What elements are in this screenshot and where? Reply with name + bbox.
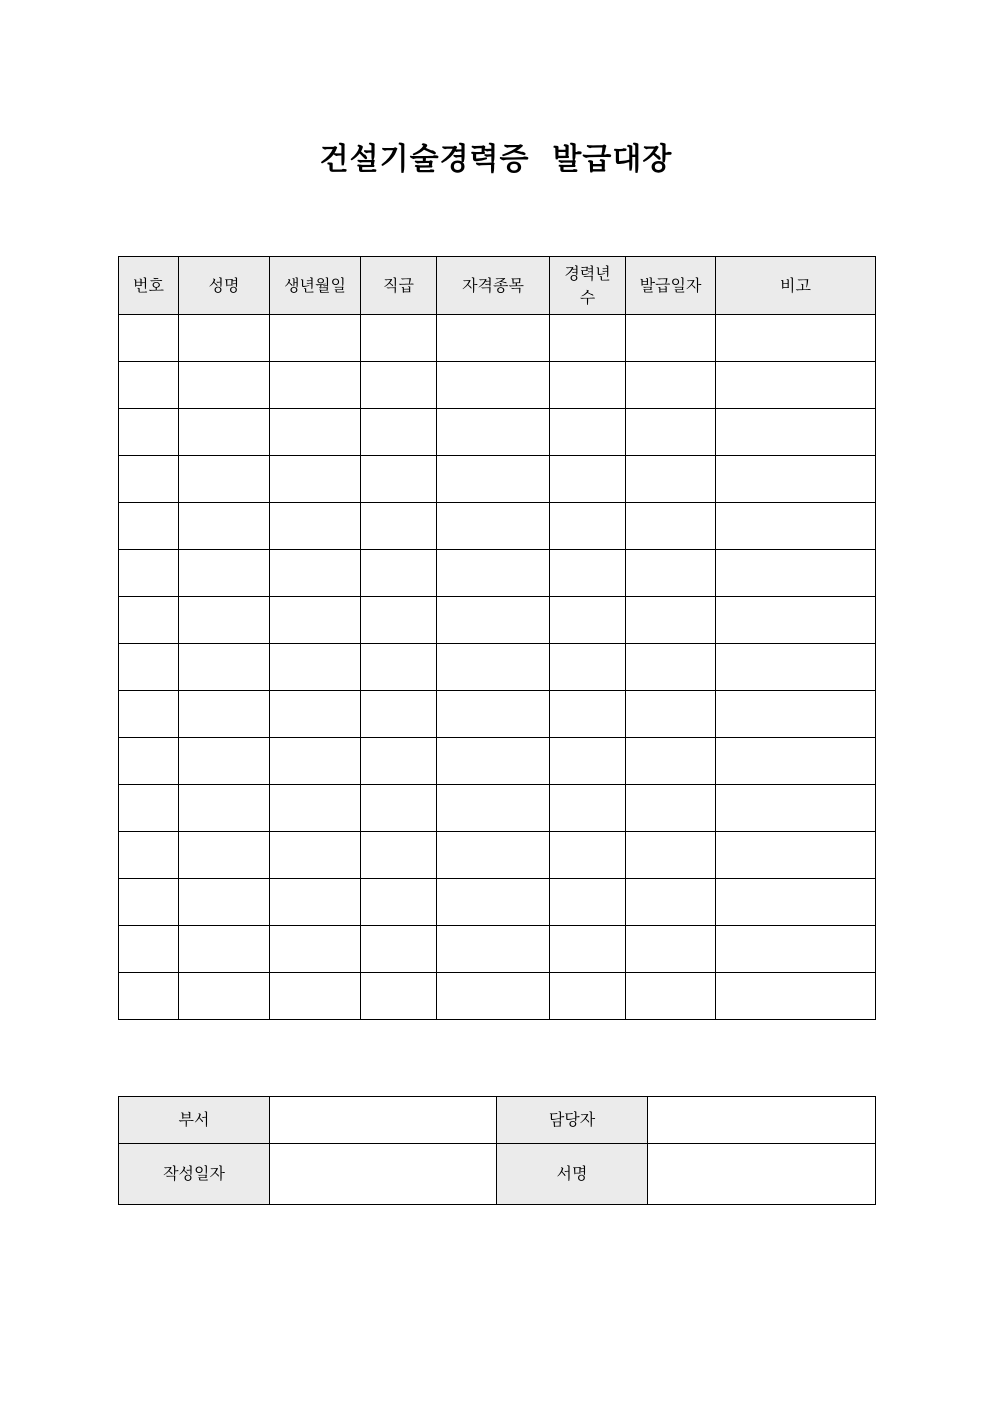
table-cell[interactable] — [550, 644, 626, 691]
table-cell[interactable] — [119, 550, 179, 597]
table-cell[interactable] — [550, 550, 626, 597]
table-cell[interactable] — [437, 315, 550, 362]
table-cell[interactable] — [270, 597, 361, 644]
table-cell[interactable] — [550, 879, 626, 926]
table-cell[interactable] — [626, 550, 716, 597]
table-cell[interactable] — [626, 973, 716, 1020]
table-cell[interactable] — [550, 503, 626, 550]
table-cell[interactable] — [361, 597, 437, 644]
table-cell[interactable] — [179, 597, 270, 644]
table-cell[interactable] — [550, 691, 626, 738]
table-cell[interactable] — [626, 691, 716, 738]
table-cell[interactable] — [270, 550, 361, 597]
table-cell[interactable] — [270, 832, 361, 879]
header-qualification: 자격종목 — [437, 257, 550, 315]
table-cell[interactable] — [716, 456, 876, 503]
table-cell[interactable] — [119, 832, 179, 879]
table-cell[interactable] — [179, 362, 270, 409]
table-cell[interactable] — [179, 456, 270, 503]
table-cell[interactable] — [179, 832, 270, 879]
header-career-years: 경력년 수 — [550, 257, 626, 315]
signature-label: 서명 — [497, 1144, 648, 1205]
table-cell[interactable] — [270, 362, 361, 409]
table-cell[interactable] — [716, 550, 876, 597]
table-cell[interactable] — [437, 973, 550, 1020]
table-row — [119, 832, 876, 879]
table-cell[interactable] — [179, 879, 270, 926]
table-cell[interactable] — [361, 691, 437, 738]
table-row — [119, 691, 876, 738]
page-title: 건설기술경력증 발급대장 — [319, 142, 673, 177]
table-cell[interactable] — [716, 926, 876, 973]
table-cell[interactable] — [437, 550, 550, 597]
table-cell[interactable] — [361, 973, 437, 1020]
table-cell[interactable] — [119, 315, 179, 362]
table-cell[interactable] — [361, 879, 437, 926]
table-cell[interactable] — [716, 832, 876, 879]
manager-label: 담당자 — [497, 1097, 648, 1144]
table-cell[interactable] — [179, 738, 270, 785]
table-row — [119, 550, 876, 597]
table-cell[interactable] — [626, 644, 716, 691]
table-cell[interactable] — [437, 362, 550, 409]
table-cell[interactable] — [270, 926, 361, 973]
header-position: 직급 — [361, 257, 437, 315]
table-cell[interactable] — [270, 879, 361, 926]
table-cell[interactable] — [119, 503, 179, 550]
table-cell[interactable] — [270, 409, 361, 456]
table-cell[interactable] — [270, 503, 361, 550]
table-cell[interactable] — [361, 550, 437, 597]
table-cell[interactable] — [550, 832, 626, 879]
table-cell[interactable] — [626, 785, 716, 832]
table-cell[interactable] — [716, 503, 876, 550]
table-cell[interactable] — [361, 644, 437, 691]
table-row — [119, 362, 876, 409]
table-cell[interactable] — [270, 456, 361, 503]
table-cell[interactable] — [119, 879, 179, 926]
table-cell[interactable] — [550, 315, 626, 362]
table-cell[interactable] — [361, 409, 437, 456]
table-cell[interactable] — [270, 738, 361, 785]
table-cell[interactable] — [119, 691, 179, 738]
table-cell[interactable] — [437, 456, 550, 503]
table-cell[interactable] — [716, 973, 876, 1020]
table-cell[interactable] — [361, 926, 437, 973]
table-cell[interactable] — [716, 879, 876, 926]
table-cell[interactable] — [437, 409, 550, 456]
table-cell[interactable] — [361, 503, 437, 550]
table-cell[interactable] — [270, 315, 361, 362]
table-row — [119, 785, 876, 832]
table-cell[interactable] — [550, 973, 626, 1020]
table-cell[interactable] — [550, 362, 626, 409]
footer-info-table — [118, 1096, 876, 1205]
footer-row — [119, 1144, 876, 1205]
table-cell[interactable] — [437, 926, 550, 973]
table-cell[interactable] — [179, 691, 270, 738]
table-row — [119, 597, 876, 644]
date-label: 작성일자 — [119, 1144, 270, 1205]
table-header-row — [119, 257, 876, 315]
table-cell[interactable] — [550, 926, 626, 973]
table-row — [119, 456, 876, 503]
table-cell[interactable] — [179, 315, 270, 362]
table-cell[interactable] — [179, 550, 270, 597]
signature-value-cell[interactable] — [648, 1144, 876, 1205]
table-cell[interactable] — [716, 315, 876, 362]
table-cell[interactable] — [550, 456, 626, 503]
table-cell[interactable] — [626, 362, 716, 409]
table-cell[interactable] — [119, 785, 179, 832]
table-cell[interactable] — [179, 926, 270, 973]
table-cell[interactable] — [437, 785, 550, 832]
table-cell[interactable] — [179, 503, 270, 550]
table-cell[interactable] — [179, 644, 270, 691]
table-cell[interactable] — [270, 691, 361, 738]
table-cell[interactable] — [119, 738, 179, 785]
table-cell[interactable] — [437, 832, 550, 879]
table-cell[interactable] — [179, 973, 270, 1020]
table-body — [119, 315, 876, 1020]
table-row — [119, 738, 876, 785]
table-cell[interactable] — [437, 597, 550, 644]
dept-value-cell[interactable] — [270, 1097, 497, 1144]
table-cell[interactable] — [716, 644, 876, 691]
table-row — [119, 503, 876, 550]
table-row — [119, 409, 876, 456]
table-cell[interactable] — [626, 879, 716, 926]
table-cell[interactable] — [119, 362, 179, 409]
table-cell[interactable] — [361, 315, 437, 362]
table-cell[interactable] — [361, 738, 437, 785]
table-row — [119, 973, 876, 1020]
table-cell[interactable] — [119, 926, 179, 973]
table-cell[interactable] — [179, 785, 270, 832]
table-cell[interactable] — [361, 832, 437, 879]
table-cell[interactable] — [716, 597, 876, 644]
table-cell[interactable] — [716, 691, 876, 738]
header-issue-date: 발급일자 — [626, 257, 716, 315]
table-cell[interactable] — [626, 926, 716, 973]
table-cell[interactable] — [716, 362, 876, 409]
table-cell[interactable] — [626, 456, 716, 503]
table-cell[interactable] — [550, 597, 626, 644]
table-cell[interactable] — [119, 973, 179, 1020]
table-cell[interactable] — [119, 644, 179, 691]
table-cell[interactable] — [119, 456, 179, 503]
table-cell[interactable] — [626, 597, 716, 644]
table-cell[interactable] — [437, 691, 550, 738]
header-name: 성명 — [179, 257, 270, 315]
table-cell[interactable] — [550, 738, 626, 785]
header-remarks: 비고 — [716, 257, 876, 315]
table-cell[interactable] — [270, 973, 361, 1020]
footer-row — [119, 1097, 876, 1144]
header-number: 번호 — [119, 257, 179, 315]
table-cell[interactable] — [716, 785, 876, 832]
table-row — [119, 879, 876, 926]
table-cell[interactable] — [626, 315, 716, 362]
table-cell[interactable] — [626, 503, 716, 550]
table-cell[interactable] — [716, 738, 876, 785]
table-cell[interactable] — [437, 879, 550, 926]
table-cell[interactable] — [270, 644, 361, 691]
table-cell[interactable] — [437, 644, 550, 691]
table-cell[interactable] — [119, 409, 179, 456]
table-cell[interactable] — [361, 785, 437, 832]
table-cell[interactable] — [626, 409, 716, 456]
table-row — [119, 644, 876, 691]
table-cell[interactable] — [550, 785, 626, 832]
table-cell[interactable] — [119, 597, 179, 644]
table-cell[interactable] — [361, 456, 437, 503]
table-cell[interactable] — [716, 409, 876, 456]
issuance-register-table — [118, 256, 876, 1020]
table-cell[interactable] — [270, 785, 361, 832]
table-cell[interactable] — [361, 362, 437, 409]
date-value-cell[interactable] — [270, 1144, 497, 1205]
manager-value-cell[interactable] — [648, 1097, 876, 1144]
table-cell[interactable] — [179, 409, 270, 456]
table-row — [119, 315, 876, 362]
header-birthdate: 생년월일 — [270, 257, 361, 315]
table-cell[interactable] — [626, 832, 716, 879]
table-row — [119, 926, 876, 973]
table-cell[interactable] — [437, 738, 550, 785]
table-cell[interactable] — [626, 738, 716, 785]
table-cell[interactable] — [550, 409, 626, 456]
dept-label: 부서 — [119, 1097, 270, 1144]
table-cell[interactable] — [437, 503, 550, 550]
